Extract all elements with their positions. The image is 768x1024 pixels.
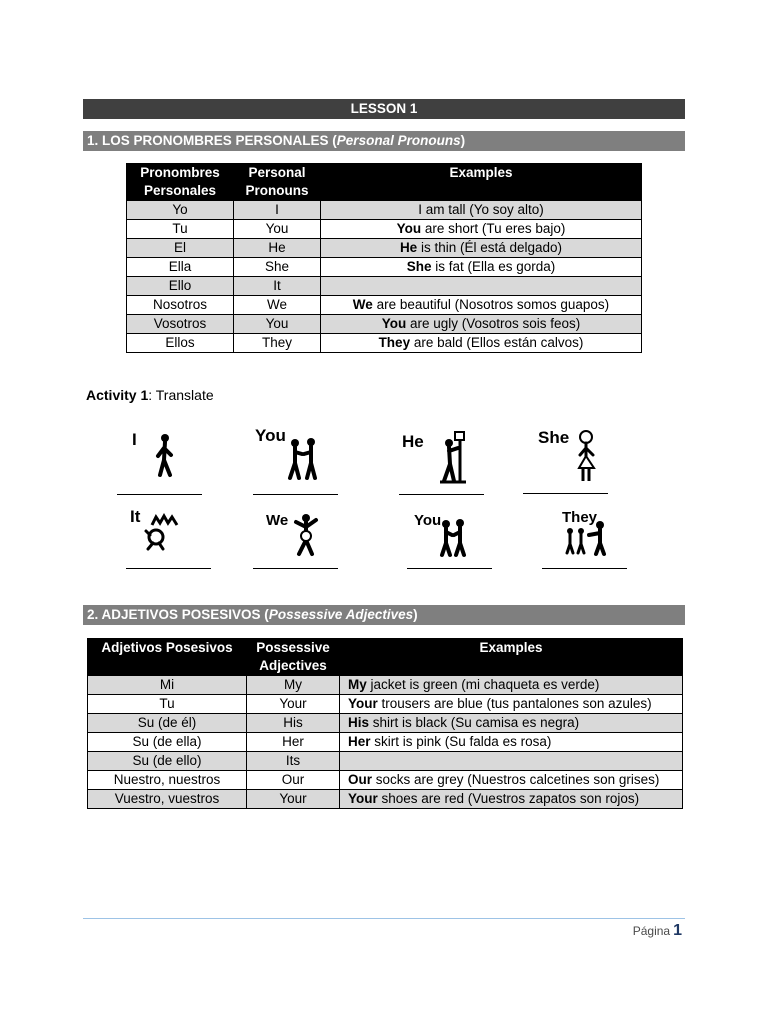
picture-she: She: [538, 428, 608, 484]
picture-he: He: [402, 428, 472, 484]
personal-pronouns-table: [126, 163, 642, 353]
lesson-title: LESSON 1: [83, 99, 685, 119]
table-header: Personal Pronouns: [234, 164, 321, 201]
answer-line: [523, 493, 608, 494]
table-row: Su (de ello) Its: [88, 752, 683, 771]
table-row: Su (de él) His His shirt is black (Su camisa es negra): [88, 714, 683, 733]
table-row: Vosotros You You are ugly (Vosotros sois feos): [127, 315, 642, 334]
stick-figure-icon: [130, 428, 180, 483]
picture-they: They: [560, 507, 630, 557]
answer-line: [117, 494, 202, 495]
table-row: El He He is thin (Él está delgado): [127, 239, 642, 258]
table-row: Ella She She is fat (Ella es gorda): [127, 258, 642, 277]
table-header: Examples: [340, 639, 683, 676]
table-row: Vuestro, vuestros Your Your shoes are red (Vuestros zapatos son rojos): [88, 790, 683, 809]
table-header: Examples: [321, 164, 642, 201]
table-header: Adjetivos Posesivos: [88, 639, 247, 676]
section1-heading: 1. LOS PRONOMBRES PERSONALES (Personal Pronouns): [83, 131, 685, 151]
table-row: Ello It: [127, 277, 642, 296]
answer-line: [126, 568, 211, 569]
answer-line: [542, 568, 627, 569]
table-row: Nosotros We We are beautiful (Nosotros somos guapos): [127, 296, 642, 315]
table-row: Mi My My jacket is green (mi chaqueta es verde): [88, 676, 683, 695]
table-row: Tu Your Your trousers are blue (tus pantalones son azules): [88, 695, 683, 714]
answer-line: [399, 494, 484, 495]
footer-divider: [83, 918, 685, 919]
picture-it: It: [130, 507, 190, 555]
picture-i: I: [130, 428, 180, 483]
table-row: Ellos They They are bald (Ellos están calvos): [127, 334, 642, 353]
table-header: Possessive Adjectives: [247, 639, 340, 676]
picture-you: You: [255, 426, 325, 482]
answer-line: [253, 494, 338, 495]
picture-we: We: [266, 508, 326, 558]
answer-line: [407, 568, 492, 569]
table-row: Nuestro, nuestros Our Our socks are grey (Nuestros calcetines son grises): [88, 771, 683, 790]
table-header: Pronombres Personales: [127, 164, 234, 201]
table-row: Yo I I am tall (Yo soy alto): [127, 201, 642, 220]
activity-title: Activity 1: Translate: [86, 387, 214, 403]
section2-heading: 2. ADJETIVOS POSESIVOS (Possessive Adjectives): [83, 605, 685, 625]
possessive-adjectives-table: [87, 638, 683, 809]
answer-line: [253, 568, 338, 569]
picture-you-plural: You: [414, 508, 474, 558]
table-row: Su (de ella) Her Her skirt is pink (Su falda es rosa): [88, 733, 683, 752]
table-row: Tu You You are short (Tu eres bajo): [127, 220, 642, 239]
page-number: Página 1: [632, 922, 682, 939]
